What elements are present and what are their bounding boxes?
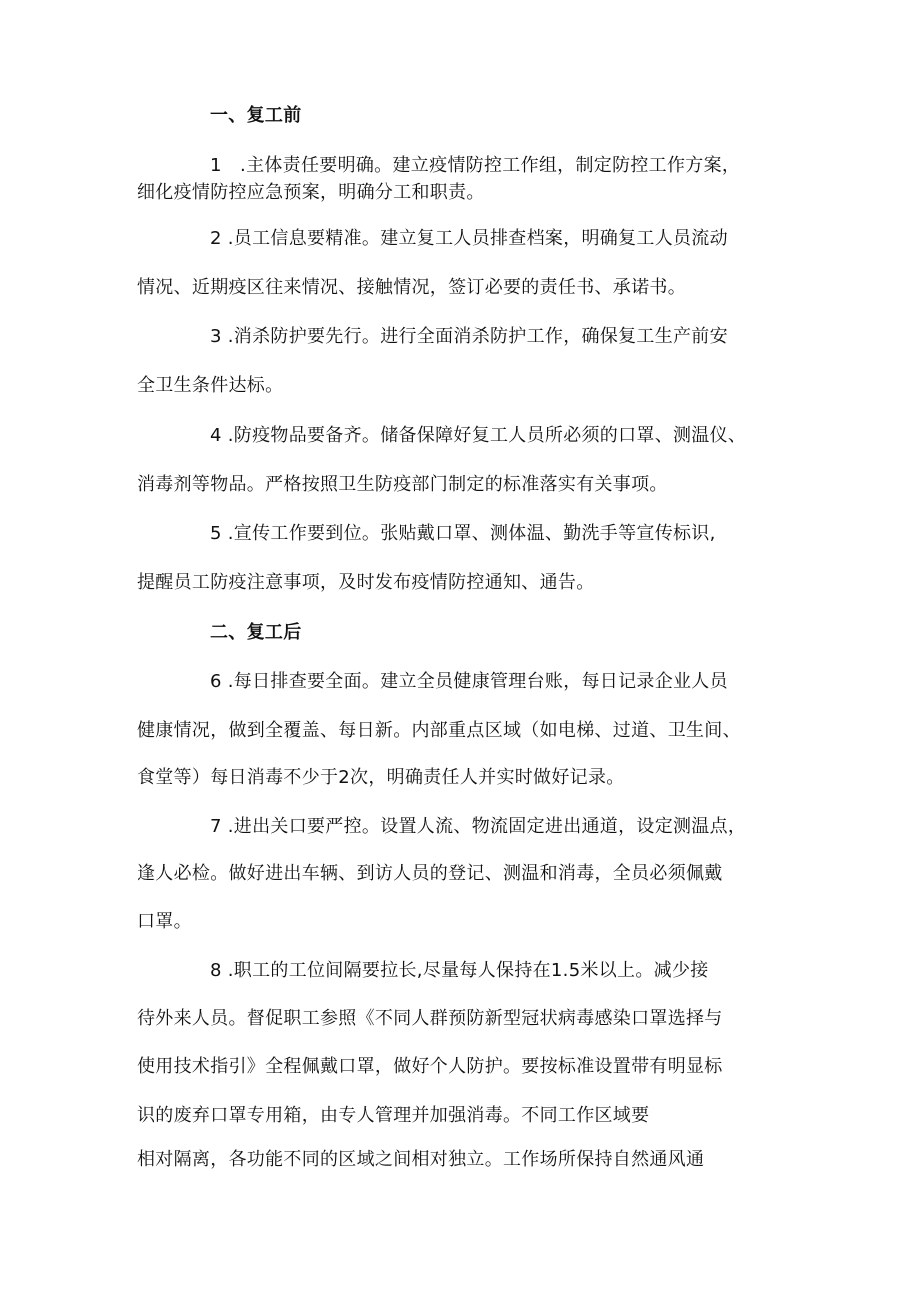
item-3-line-1: 3 .消杀防护要先行。进行全面消杀防护工作，确保复工生产前安 <box>210 326 728 347</box>
section-heading-before-resumption: 一、复工前 <box>210 105 302 126</box>
item-7-line-3: 口罩。 <box>137 911 192 932</box>
item-6-line-1: 6 .每日排查要全面。建立全员健康管理台账，每日记录企业人员 <box>210 671 728 692</box>
item-1-line-2: 细化疫情防控应急预案，明确分工和职责。 <box>137 182 485 203</box>
item-4-line-2: 消毒剂等物品。严格按照卫生防疫部门制定的标准落实有关事项。 <box>137 474 668 495</box>
item-6-line-3: 食堂等）每日消毒不少于2次，明确责任人并实时做好记录。 <box>137 767 625 788</box>
item-8-line-2: 待外来人员。督促职工参照《不同人群预防新型冠状病毒感染口罩选择与 <box>137 1008 723 1029</box>
item-8-line-5: 相对隔离，各功能不同的区域之间相对独立。工作场所保持自然通风通 <box>137 1149 705 1170</box>
item-6-line-2: 健康情况，做到全覆盖、每日新。内部重点区域（如电梯、过道、卫生间、 <box>137 720 741 741</box>
item-8-line-1: 8 .职工的工位间隔要拉长,尽量每人保持在1.5米以上。减少接 <box>210 960 709 981</box>
item-5-line-1: 5 .宣传工作要到位。张贴戴口罩、测体温、勤洗手等宣传标识, <box>210 523 716 544</box>
item-2-line-1: 2 .员工信息要精准。建立复工人员排查档案，明确复工人员流动 <box>210 228 728 249</box>
item-8-line-3: 使用技术指引》全程佩戴口罩，做好个人防护。要按标准设置带有明显标 <box>137 1056 723 1077</box>
item-8-line-4: 识的废弃口罩专用箱，由专人管理并加强消毒。不同工作区域要 <box>137 1105 650 1126</box>
item-3-line-2: 全卫生条件达标。 <box>137 375 284 396</box>
item-1-line-1: 1 .主体责任要明确。建立疫情防控工作组，制定防控工作方案， <box>210 155 741 176</box>
item-7-line-2: 逢人必检。做好进出车辆、到访人员的登记、测温和消毒，全员必须佩戴 <box>137 863 723 884</box>
item-4-line-1: 4 .防疫物品要备齐。储备保障好复工人员所必须的口罩、测温仪、 <box>210 425 747 446</box>
item-7-line-1: 7 .进出关口要严控。设置人流、物流固定进出通道，设定测温点， <box>210 816 747 837</box>
section-heading-after-resumption: 二、复工后 <box>210 622 302 643</box>
item-2-line-2: 情况、近期疫区往来情况、接触情况，签订必要的责任书、承诺书。 <box>137 277 686 298</box>
item-5-line-2: 提醒员工防疫注意事项，及时发布疫情防控通知、通告。 <box>137 572 595 593</box>
